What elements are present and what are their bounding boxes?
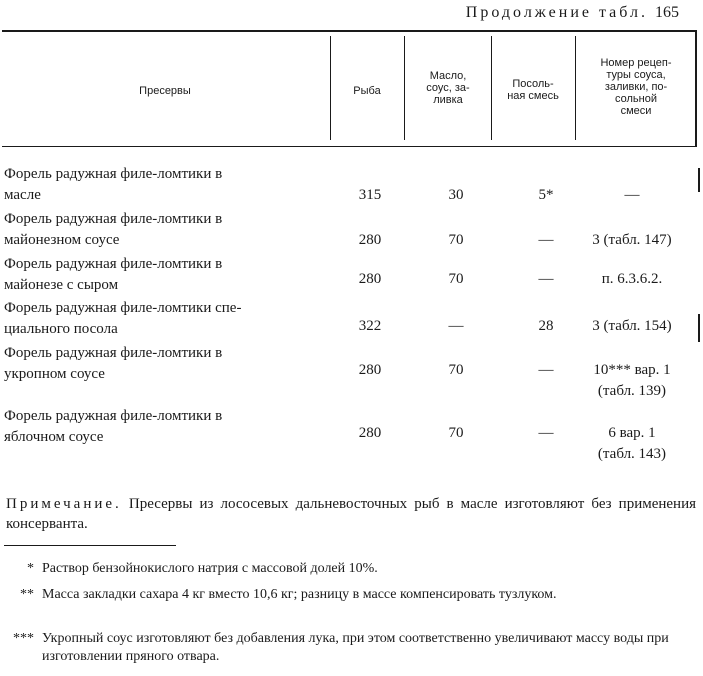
product-name	[4, 298, 328, 340]
footnote	[0, 586, 703, 626]
table-caption	[466, 4, 679, 22]
right-border	[695, 30, 697, 147]
header-recipe-line: туры соуса,	[606, 69, 666, 81]
product-name	[4, 254, 328, 296]
note-text: Пресервы из лососевых дальневосточных рыб в масле изготовляют без применения консерванта.	[6, 496, 697, 532]
caption-label: Продолжение табл.	[465, 4, 648, 21]
caption-number: 165	[655, 4, 679, 21]
header-oil-line: ливка	[433, 94, 463, 106]
header-salt-line: Посоль-	[512, 78, 554, 90]
product-name-line: укропном соусе	[4, 366, 105, 382]
table-row	[0, 298, 703, 340]
salt-value: 5*	[538, 187, 554, 203]
product-name	[4, 406, 328, 448]
product-name-line: яблочном соусе	[4, 429, 104, 445]
margin-mark	[698, 168, 700, 192]
oil-value: 70	[448, 271, 464, 287]
salt-value: —	[538, 271, 554, 287]
fish-value: 322	[358, 318, 382, 334]
oil-value: 30	[448, 187, 464, 203]
header-recipe-line: заливки, по-	[604, 81, 668, 93]
table-row	[0, 343, 703, 401]
product-name-line: Форель радужная филе-ломтики спе-	[4, 300, 242, 316]
fish-value: 315	[358, 187, 382, 203]
footnote-text: Раствор бензойнокислого натрия с массовой долей 10%.	[42, 561, 378, 576]
footnote	[0, 560, 703, 580]
footnote-mark: **	[20, 587, 34, 602]
header-product: Пресервы	[139, 85, 191, 97]
header-oil-line: Масло,	[429, 70, 467, 82]
product-name-line: Форель радужная филе-ломтики в	[4, 211, 223, 227]
footnote-text: Укропный соус изготовляют без добавления лука, при этом соответственно увеличивают массу воды при изготовлении пряного отвара.	[42, 631, 669, 664]
margin-mark	[698, 314, 700, 342]
column-divider	[330, 36, 331, 140]
product-name-line: майонезе с сыром	[4, 277, 119, 293]
header-bottom-rule	[2, 146, 695, 147]
fish-value: 280	[358, 425, 382, 441]
footnote-text: Масса закладки сахара 4 кг вместо 10,6 кг; разницу в массе компенсировать тузлуком.	[42, 587, 557, 602]
fish-value: 280	[358, 271, 382, 287]
product-name	[4, 164, 328, 206]
product-name-line: Форель радужная филе-ломтики в	[4, 345, 223, 361]
fish-value: 280	[358, 232, 382, 248]
column-divider	[404, 36, 405, 140]
recipe-value: —	[624, 187, 640, 203]
oil-value: 70	[448, 232, 464, 248]
recipe-line: (табл. 139)	[597, 383, 667, 399]
recipe-value: п. 6.3.6.2.	[601, 271, 663, 287]
header-recipe-line: сольной	[615, 93, 657, 105]
salt-value: 28	[538, 318, 554, 334]
product-name-line: майонезном соусе	[4, 232, 120, 248]
column-divider	[491, 36, 492, 140]
table-row	[0, 254, 703, 296]
footnote-mark: *	[27, 561, 34, 576]
footnote-separator	[4, 545, 176, 546]
footnote	[0, 630, 703, 670]
product-name-line: масле	[4, 187, 41, 203]
product-name-line: Форель радужная филе-ломтики в	[4, 166, 223, 182]
recipe-value: 3 (табл. 147)	[592, 232, 672, 248]
header-oil-line: соус, за-	[426, 82, 470, 94]
header-recipe	[578, 57, 694, 117]
product-name-line: Форель радужная филе-ломтики в	[4, 256, 223, 272]
top-rule	[2, 30, 695, 32]
table-row	[0, 406, 703, 464]
recipe-line: (табл. 143)	[597, 446, 667, 462]
footnote-mark: ***	[13, 631, 34, 646]
recipe-line: 10*** вар. 1	[593, 362, 671, 378]
header-salt	[494, 78, 572, 102]
recipe-value	[565, 360, 699, 402]
header-recipe-line: Номер рецеп-	[600, 57, 672, 69]
oil-value: 70	[448, 425, 464, 441]
salt-value: —	[538, 232, 554, 248]
salt-value: —	[538, 425, 554, 441]
salt-value: —	[538, 362, 554, 378]
recipe-line: 6 вар. 1	[608, 425, 656, 441]
recipe-value	[565, 423, 699, 465]
product-name	[4, 209, 328, 251]
header-fish: Рыба	[353, 85, 381, 97]
product-name	[4, 343, 328, 385]
table-row	[0, 209, 703, 251]
oil-value: —	[448, 318, 464, 334]
header-recipe-line: смеси	[620, 105, 652, 117]
recipe-value: 3 (табл. 154)	[592, 318, 672, 334]
column-divider	[575, 36, 576, 140]
oil-value: 70	[448, 362, 464, 378]
fish-value: 280	[358, 362, 382, 378]
table-note	[6, 494, 696, 534]
note-label: Примечание.	[6, 496, 122, 512]
header-salt-line: ная смесь	[507, 90, 559, 102]
table-row	[0, 164, 703, 206]
product-name-line: Форель радужная филе-ломтики в	[4, 408, 223, 424]
header-oil	[408, 70, 488, 106]
product-name-line: циального посола	[4, 321, 118, 337]
